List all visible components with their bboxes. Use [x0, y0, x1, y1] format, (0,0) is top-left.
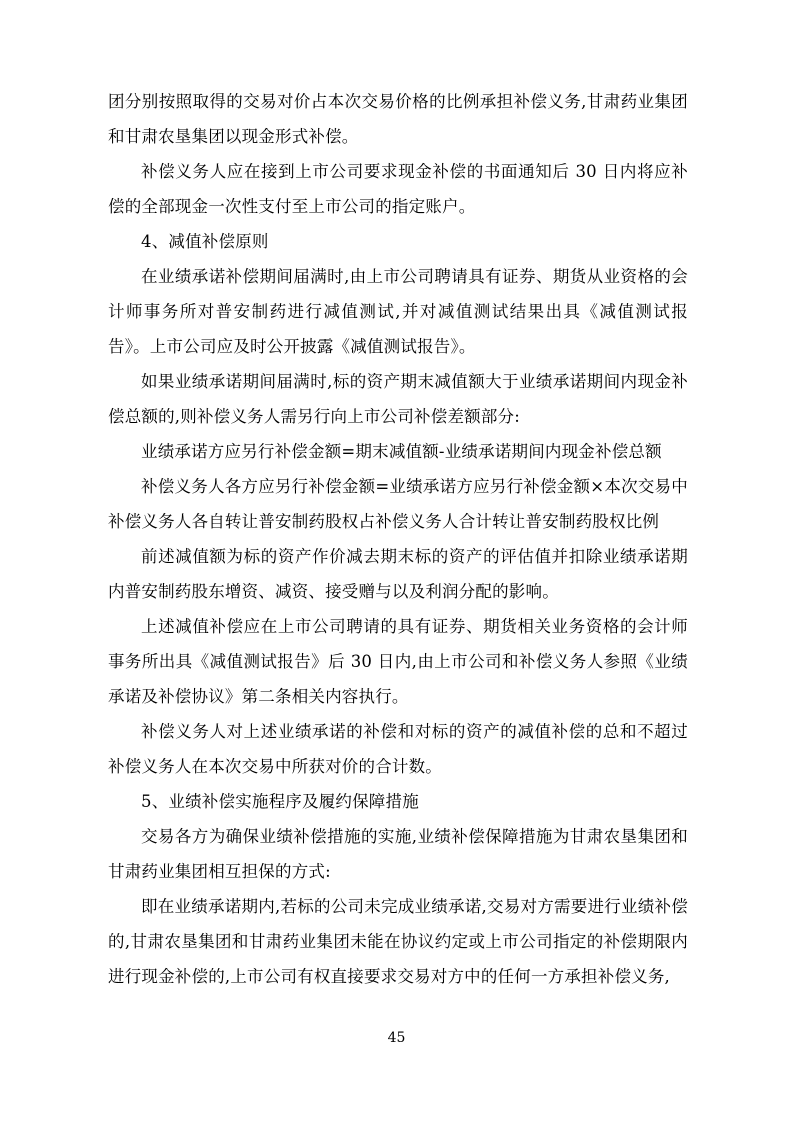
paragraph: 即在业绩承诺期内,若标的公司未完成业绩承诺,交易对方需要进行业绩补偿的,甘肃农垦集团和甘肃药业集团未能在协议约定或上市公司指定的补偿期限内进行现金补偿的,上市公司有权直接要求交易对方中的任何一方承担补偿义务,: [108, 897, 688, 986]
paragraph: 在业绩承诺补偿期间届满时,由上市公司聘请具有证券、期货从业资格的会计师事务所对普安制药进行减值测试,并对减值测试结果出具《减值测试报告》。上市公司应及时公开披露《减值测试报告》。: [108, 267, 688, 356]
paragraph: 上述减值补偿应在上市公司聘请的具有证券、期货相关业务资格的会计师事务所出具《减值测试报告》后 30 日内,由上市公司和补偿义务人参照《业绩承诺及补偿协议》第二条相关内容执行。: [108, 617, 688, 706]
paragraph: 补偿义务人对上述业绩承诺的补偿和对标的资产的减值补偿的总和不超过补偿义务人在本次交易中所获对价的合计数。: [108, 722, 688, 776]
paragraph: 如果业绩承诺期间届满时,标的资产期末减值额大于业绩承诺期间内现金补偿总额的,则补偿义务人需另行向上市公司补偿差额部分:: [108, 372, 688, 426]
page-number: 45: [387, 1030, 406, 1046]
formula-line: 业绩承诺方应另行补偿金额=期末减值额-业绩承诺期间内现金补偿总额: [141, 442, 662, 461]
formula-line: 补偿义务人各方应另行补偿金额=业绩承诺方应另行补偿金额×本次交易中补偿义务人各自转让普安制药股权占补偿义务人合计转让普安制药股权比例: [108, 477, 688, 531]
paragraph-heading-4: 4、减值补偿原则: [141, 232, 269, 251]
paragraph: 交易各方为确保业绩补偿措施的实施,业绩补偿保障措施为甘肃农垦集团和甘肃药业集团相互担保的方式:: [108, 827, 688, 881]
paragraph: 前述减值额为标的资产作价减去期末标的资产的评估值并扣除业绩承诺期内普安制药股东增资、减资、接受赠与以及利润分配的影响。: [108, 547, 688, 601]
paragraph: 补偿义务人应在接到上市公司要求现金补偿的书面通知后 30 日内将应补偿的全部现金一次性支付至上市公司的指定账户。: [108, 162, 688, 216]
document-body: [108, 84, 688, 994]
paragraph: 团分别按照取得的交易对价占本次交易价格的比例承担补偿义务,甘肃药业集团和甘肃农垦集团以现金形式补偿。: [108, 92, 688, 146]
paragraph-heading-5: 5、业绩补偿实施程序及履约保障措施: [141, 792, 419, 811]
